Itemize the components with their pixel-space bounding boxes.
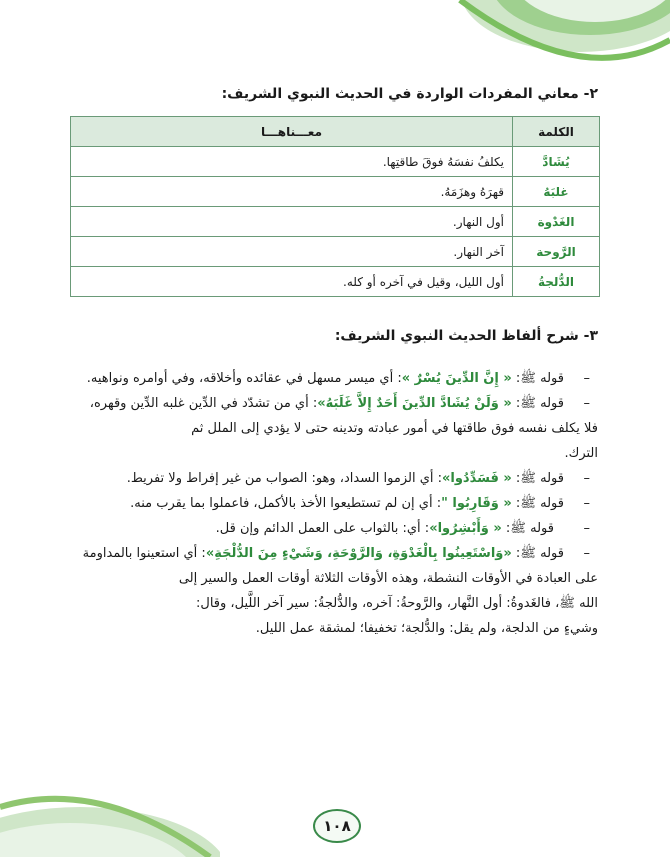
word-cell: يُشَادَّ: [513, 147, 600, 177]
item-prefix: قوله ﷺ:: [501, 521, 554, 536]
item-prefix: قوله ﷺ:: [511, 496, 564, 511]
item-text: : أي الزموا السداد، وهو: الصواب من غير إفراط ولا تفريط.: [126, 471, 442, 486]
meaning-cell: أول الليل، وقيل في آخره أو كله.: [71, 267, 513, 297]
item-prefix: قوله ﷺ:: [511, 371, 564, 386]
hadith-quote: « فَسَدِّدُوا»: [442, 471, 512, 486]
hadith-quote: « إِنَّ الدِّينَ يُسْرٌ »: [401, 371, 512, 386]
hadith-quote: «وَاسْتَعِينُوا بِالْغَدْوَةِ، وَالرَّوْحَةِ، وَشَيْءٍ مِنَ الدُّلْجَةِ»: [205, 546, 512, 561]
explanation-item-3: [58, 466, 598, 491]
bottom-decoration: [0, 767, 220, 857]
item-text: : أي استعينوا بالمداومة: [82, 546, 206, 561]
item-continuation: الله ﷺ، فالغَدوةُ: أول النَّهار، والرَّوحةُ: آخره، والدُّلجةُ: سير آخر اللَّيل، وقال:: [196, 596, 598, 611]
hadith-quote: « وَأَبْشِرُوا»: [429, 521, 502, 536]
table-header-row: [71, 117, 600, 147]
item-continuation: الترك.: [564, 446, 598, 461]
word-cell: الغَدْوة: [513, 207, 600, 237]
header-meaning: معـــناهـــا: [71, 117, 513, 147]
explanation-body: [58, 366, 598, 641]
hadith-quote: « وَلَنْ يُشَادَّ الدِّينَ أَحَدٌ إِلاَّ غَلَبَهُ»: [317, 396, 512, 411]
explanation-item-1: [58, 366, 598, 391]
item-text: : أي إن لم تستطيعوا الأخذ بالأكمل، فاعملوا بما يقرب منه.: [130, 496, 442, 511]
item-text: : أي من تشدّد في الدِّين غلبه الدِّين وقهره،: [89, 396, 318, 411]
table-row: [71, 267, 600, 297]
table-row: [71, 177, 600, 207]
item-continuation: على العبادة في الأوقات النشطة، وهذه الأوقات الثلاثة أوقات العمل والسير إلى: [178, 571, 598, 586]
explanation-item-2: [58, 391, 598, 416]
explanation-item-4: [58, 491, 598, 516]
meaning-cell: آخر النهار.: [71, 237, 513, 267]
table-row: [71, 237, 600, 267]
item-prefix: قوله ﷺ:: [511, 471, 564, 486]
item-continuation: وشيءٍ من الدلجة، ولم يقل: والدُّلجة؛ تخفيفا؛ لمشقة عمل الليل.: [255, 621, 598, 636]
meaning-cell: يكلفُ نفسَهُ فوقَ طاقتِها.: [71, 147, 513, 177]
word-cell: الرَّوحة: [513, 237, 600, 267]
item-continuation: فلا يكلف نفسه فوق طاقتها في أمور عبادته وتدينه حتى لا يؤدي إلى الملل ثم: [191, 421, 598, 436]
meaning-cell: أول النهار.: [71, 207, 513, 237]
page-number: ١٠٨: [313, 809, 361, 843]
explanation-item-6: [58, 541, 598, 566]
item-text: : أي ميسر مسهل في عقائده وأخلاقه، وفي أوامره ونواهيه.: [86, 371, 402, 386]
word-cell: غلبَهُ: [513, 177, 600, 207]
header-word: الكلمة: [513, 117, 600, 147]
table-row: [71, 207, 600, 237]
word-cell: الدُّلجةُ: [513, 267, 600, 297]
meaning-cell: قهرَهُ وهزَمَهُ.: [71, 177, 513, 207]
top-decoration: [430, 0, 670, 80]
item-prefix: قوله ﷺ:: [511, 546, 564, 561]
item-prefix: قوله ﷺ:: [511, 396, 564, 411]
explanation-item-5: [58, 516, 598, 541]
item-text: : أي: بالثواب على العمل الدائم وإن قل.: [215, 521, 430, 536]
hadith-quote: « وَقَارِبُوا ": [441, 496, 512, 511]
section-2-title: ٢- معاني المفردات الواردة في الحديث النبوي الشريف:: [221, 86, 598, 102]
vocabulary-table: [70, 116, 600, 297]
table-row: [71, 147, 600, 177]
section-3-title: ٣- شرح ألفاظ الحديث النبوي الشريف:: [334, 328, 598, 344]
